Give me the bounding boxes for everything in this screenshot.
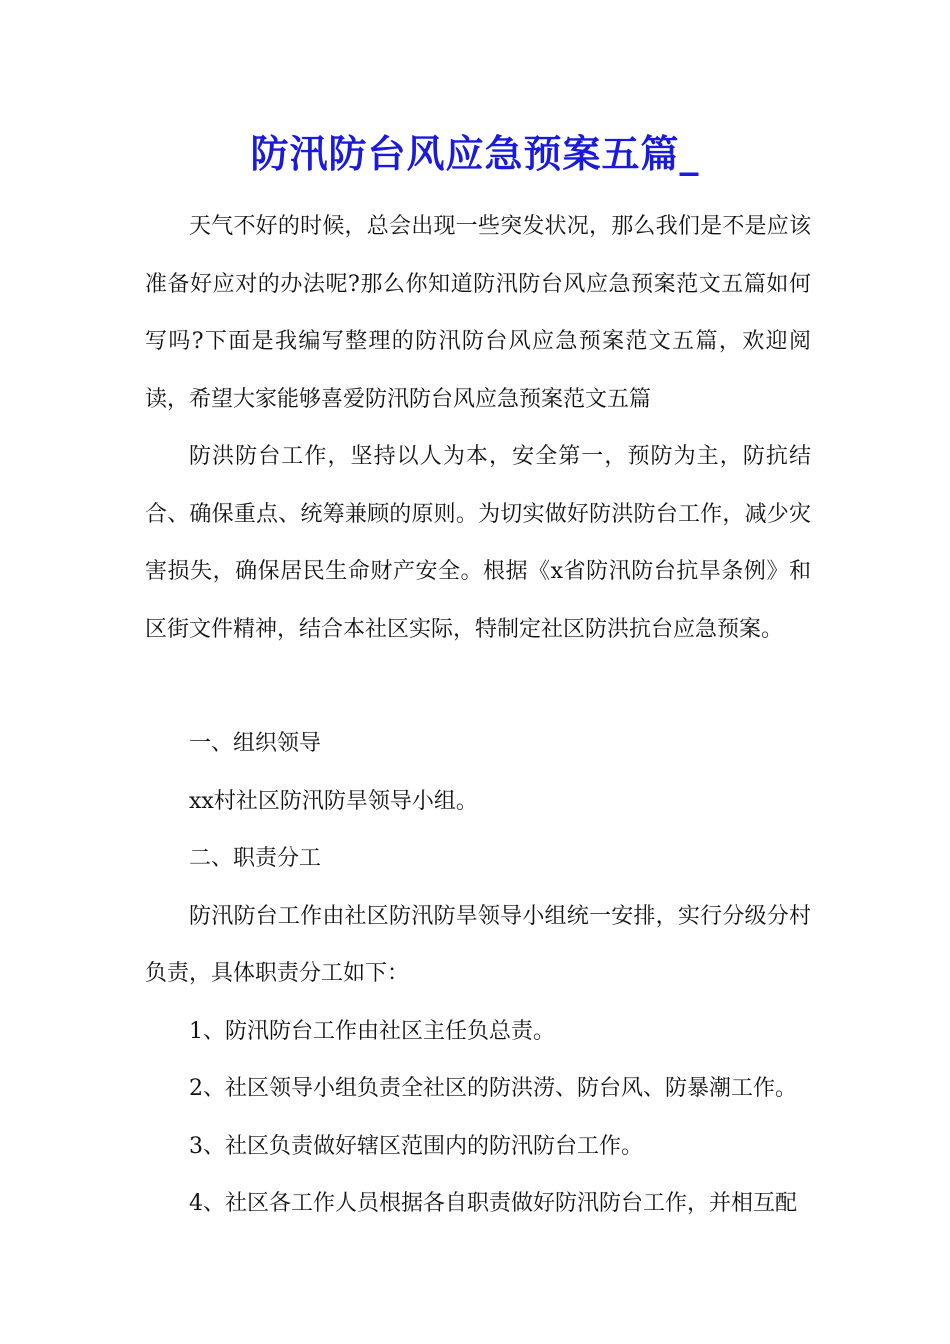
list-item: 3、社区负责做好辖区范围内的防汛防台工作。 bbox=[189, 1133, 643, 1159]
intro-paragraph: 天气不好的时候，总会出现一些突发状况，那么我们是不是应该准备好应对的办法呢?那么你知道防汛防台风应急预案范文五篇如何写吗?下面是我编写整理的防汛防台风应急预案范文五篇，欢迎阅读，希望大家能够喜爱防汛防台风应急预案范文五篇 bbox=[145, 214, 811, 412]
list-item: 1、防汛防台工作由社区主任负总责。 bbox=[189, 1018, 555, 1044]
list-item: 2、社区领导小组负责全社区的防洪涝、防台风、防暴潮工作。 bbox=[189, 1076, 797, 1101]
section-heading: 二、职责分工 bbox=[189, 846, 322, 871]
document-title: 防汛防台风应急预案五篇_ bbox=[250, 131, 700, 176]
section-text: xx村社区防汛防旱领导小组。 bbox=[189, 788, 478, 814]
list-item: 4、社区各工作人员根据各自职责做好防汛防台工作，并相互配 bbox=[189, 1191, 797, 1216]
section-heading: 一、组织领导 bbox=[189, 731, 322, 756]
blank-line bbox=[145, 658, 811, 715]
principle-paragraph: 防洪防台工作，坚持以人为本，安全第一，预防为主，防抗结合、确保重点、统筹兼顾的原则。为切实做好防洪防台工作，减少灾害损失，确保居民生命财产安全。根据《x省防汛防台抗旱条例》和区街文件精神，结合本社区实际，特制定社区防洪抗台应急预案。 bbox=[145, 444, 811, 642]
section-intro-paragraph: 防汛防台工作由社区防汛防旱领导小组统一安排，实行分级分村负责，具体职责分工如下： bbox=[145, 903, 811, 986]
document-body bbox=[145, 198, 811, 1233]
